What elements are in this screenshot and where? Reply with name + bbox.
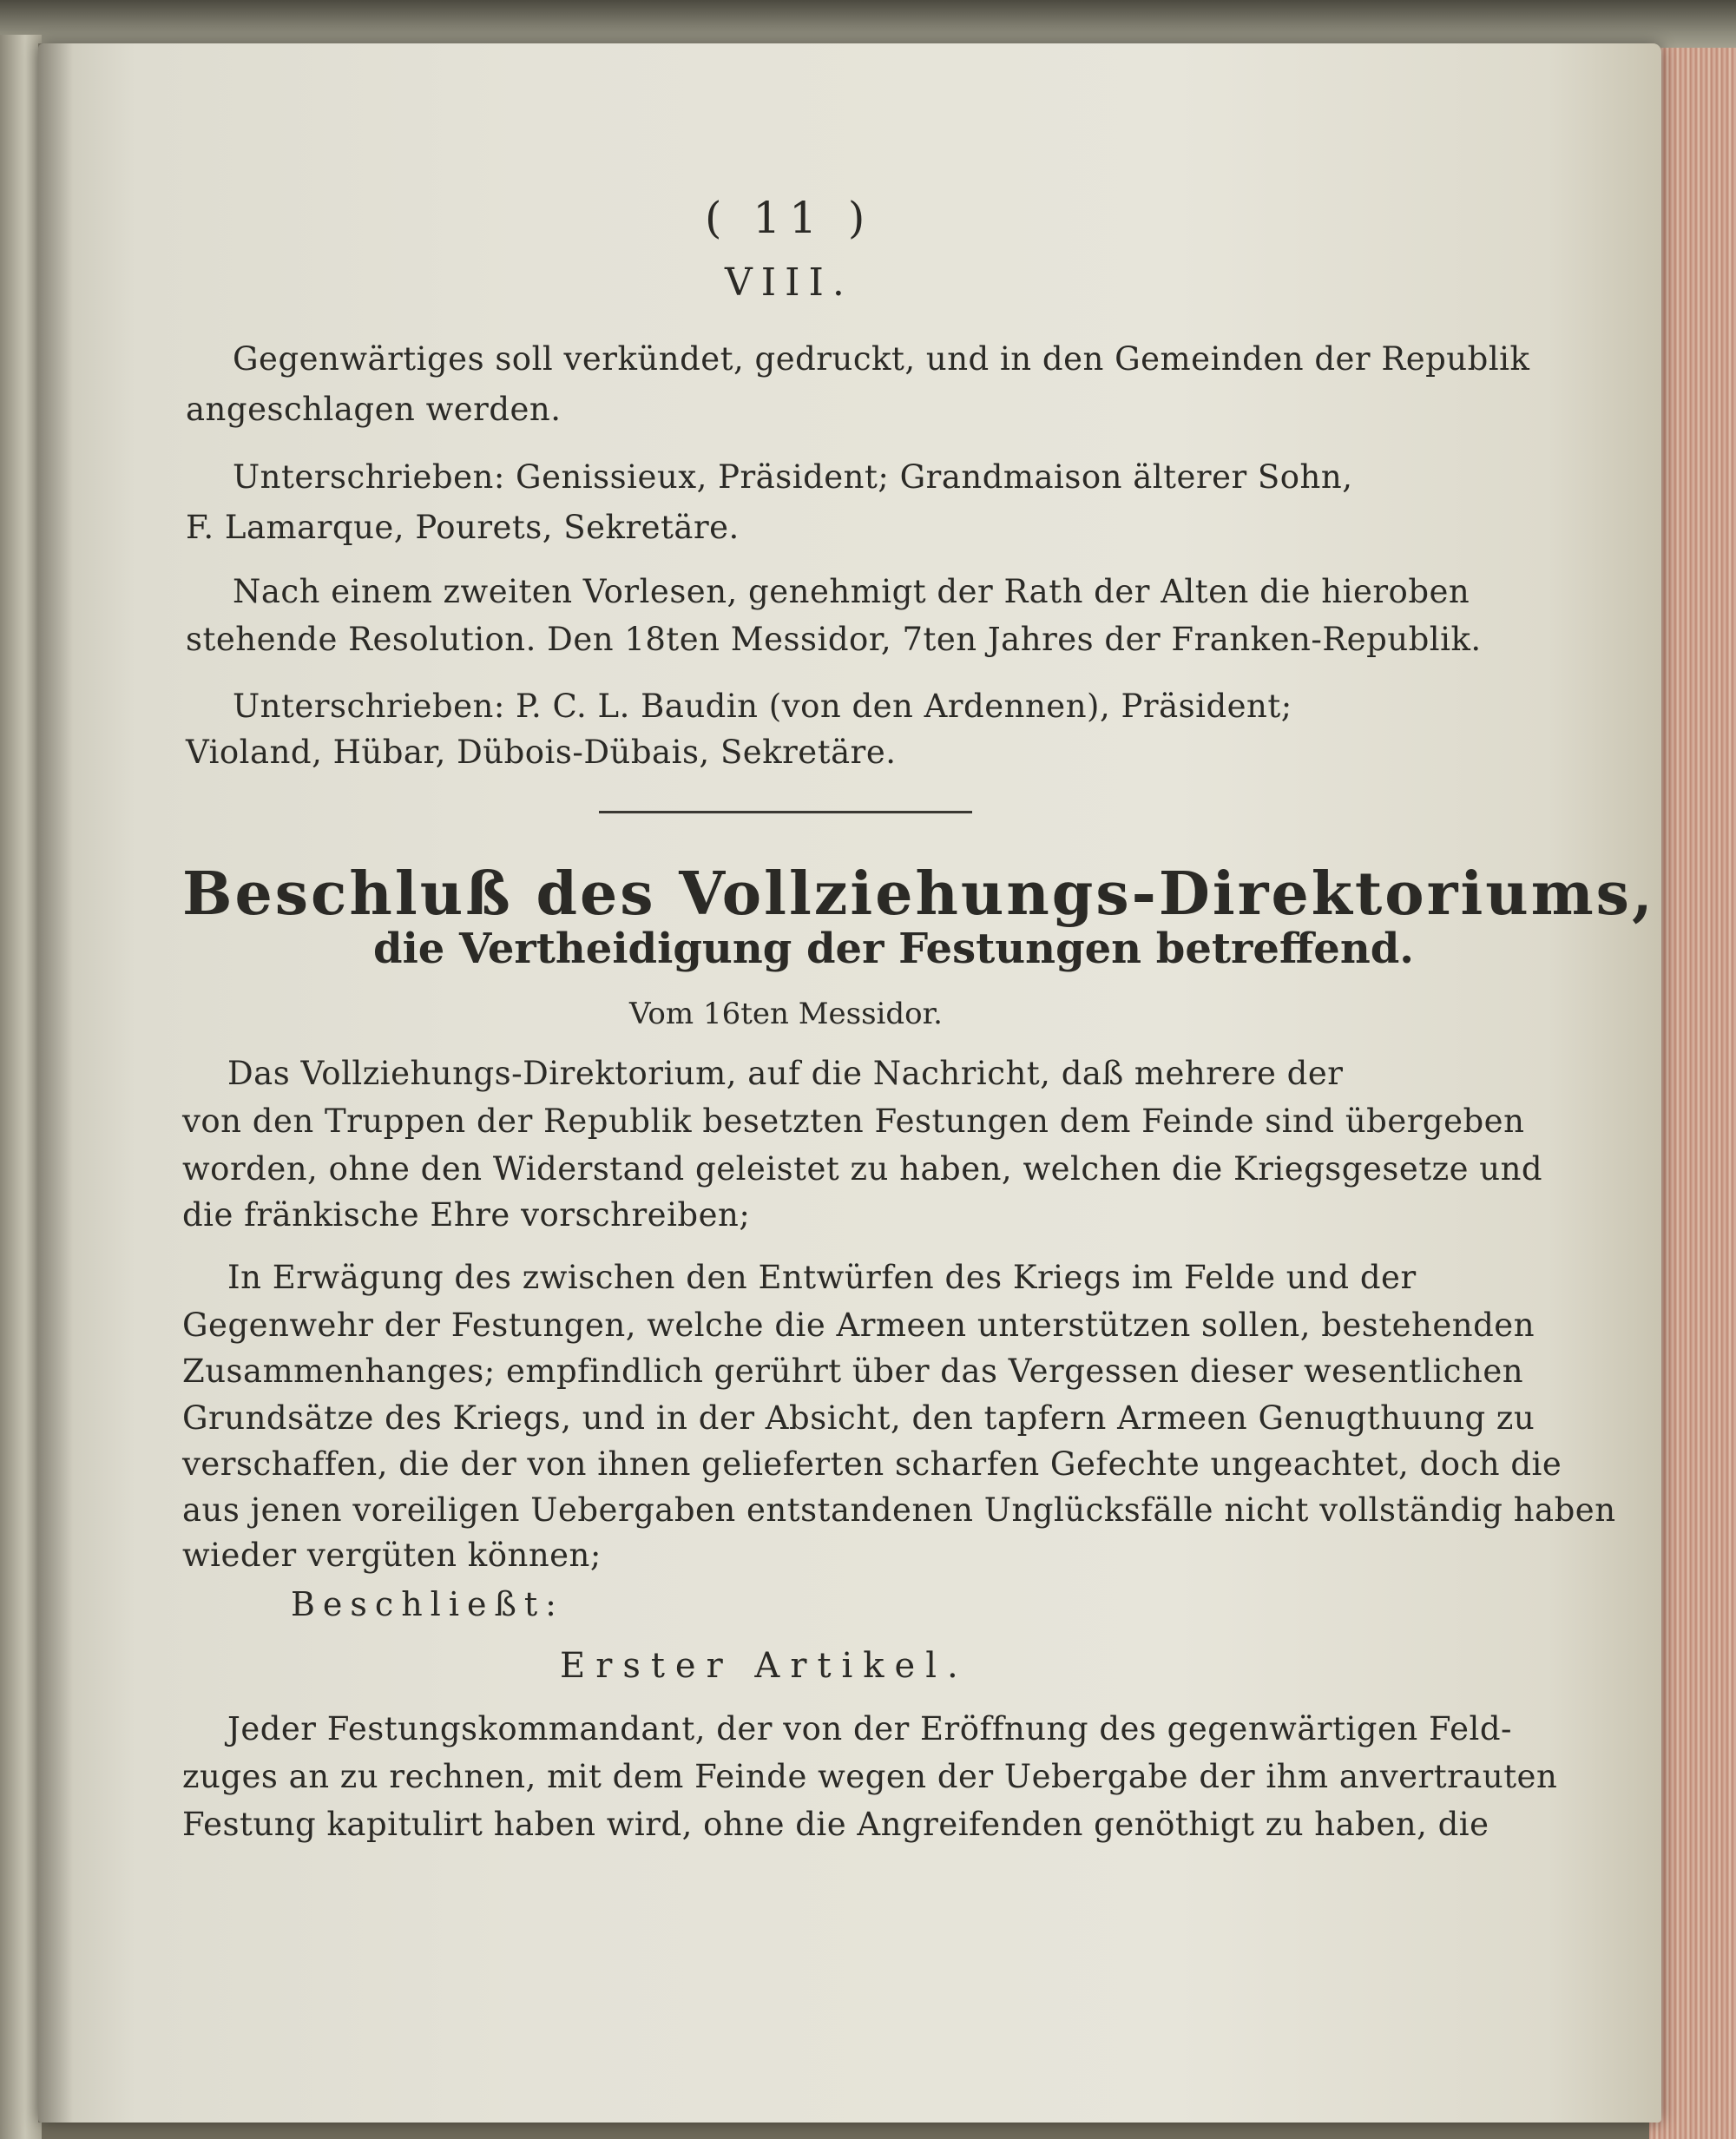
text-line: Zusammenhanges; empfindlich gerührt über das Vergessen dieser wesentlichen	[182, 1353, 1524, 1390]
text-line: Gegenwehr der Festungen, welche die Armeen unterstützen sollen, bestehenden	[182, 1306, 1535, 1344]
text-line: die fränkische Ehre vorschreiben;	[182, 1196, 751, 1234]
page-number: ( 11 )	[705, 193, 874, 243]
text-line: angeschlagen werden.	[186, 391, 562, 428]
text-line: Jeder Festungskommandant, der von der Eröffnung des gegenwärtigen Feld-	[227, 1710, 1513, 1747]
text-line: Das Vollziehungs-Direktorium, auf die Nachricht, daß mehrere der	[227, 1055, 1344, 1092]
page-edges	[1649, 48, 1736, 2139]
text-line: Unterschrieben: P. C. L. Baudin (von den Ardennen), Präsident;	[233, 688, 1292, 725]
text-line: worden, ohne den Widerstand geleistet zu haben, welchen die Kriegsgesetze und	[182, 1150, 1543, 1188]
decree-date: Vom 16ten Messidor.	[629, 997, 943, 1031]
text-line: Nach einem zweiten Vorlesen, genehmigt der Rath der Alten die hieroben	[233, 573, 1470, 610]
text-line: In Erwägung des zwischen den Entwürfen des Kriegs im Felde und der	[227, 1259, 1417, 1296]
text-line: F. Lamarque, Pourets, Sekretäre.	[186, 509, 740, 546]
text-line: Gegenwärtiges soll verkündet, gedruckt, und in den Gemeinden der Republik	[233, 340, 1530, 378]
article-heading: Erster Artikel.	[560, 1646, 969, 1686]
text-line: zuges an zu rechnen, mit dem Feinde wegen der Uebergabe der ihm anvertrauten	[182, 1758, 1558, 1795]
text-line: stehende Resolution. Den 18ten Messidor, 7ten Jahres der Franken-Republik.	[186, 621, 1482, 658]
text-line: aus jenen voreiligen Uebergaben entstandenen Unglücksfälle nicht vollständig haben	[182, 1491, 1616, 1529]
text-line: von den Truppen der Republik besetzten Festungen dem Feinde sind übergeben	[182, 1102, 1525, 1140]
text-line: wieder vergüten können;	[182, 1537, 602, 1574]
text-line: Grundsätze des Kriegs, und in der Absicht, den tapfern Armeen Genugthuung zu	[182, 1399, 1535, 1437]
decree-subheadline: die Vertheidigung der Festungen betreffend.	[373, 925, 1414, 973]
text-line: verschaffen, die der von ihnen gelieferten scharfen Gefechte ungeachtet, doch die	[182, 1445, 1562, 1483]
text-line: Unterschrieben: Genissieux, Präsident; Grandmaison älterer Sohn,	[233, 458, 1353, 496]
decree-headline: Beschluß des Vollziehungs-Direktoriums,	[182, 859, 1655, 929]
text-line: Violand, Hübar, Dübois-Dübais, Sekretäre.	[186, 734, 897, 771]
facing-page-edge	[0, 35, 42, 2139]
gutter-shadow	[38, 43, 73, 2123]
section-number: VIII.	[725, 260, 853, 305]
text-line: Festung kapitulirt haben wird, ohne die Angreifenden genöthigt zu haben, die	[182, 1806, 1489, 1843]
section-divider	[599, 811, 972, 813]
resolves-heading: Beschließt:	[291, 1585, 564, 1623]
